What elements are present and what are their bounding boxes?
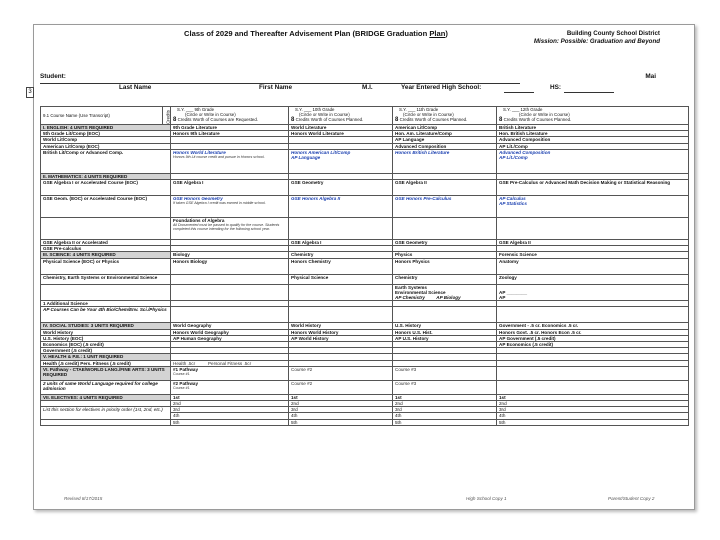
table-row: 2nd 2nd 2nd 2nd xyxy=(41,401,689,407)
page-title: Class of 2029 and Thereafter Advisement Plan (BRIDGE Graduation Plan) xyxy=(184,29,448,38)
first-name-label: First Name xyxy=(259,84,293,91)
section-electives: VII. ELECTIVES: 4 UNITS REQUIRED 1st 1st 1st 1st xyxy=(41,394,689,400)
mai-label: Mai xyxy=(645,73,656,80)
year-entered-line[interactable] xyxy=(504,92,534,93)
page-marker: 3 xyxy=(26,87,34,98)
credits-header: Credits xyxy=(163,107,171,125)
table-row: 1 Additional Science xyxy=(41,301,689,307)
table-row: List this section for electives in priority order (1st, 2nd, etc.) 3rd 3rd 3rd 3rd xyxy=(41,407,689,413)
table-row: GSE Algebra I or Accelerated Course (EOC) GSE Algebra I GSE Geometry GSE Algebra II GSE Pre-Calculus or Advanced Math Decision Making or Statistical Reasoning xyxy=(41,180,689,196)
table-row: World History Honors World Geography Honors World History Honors U.S. Hist. Honors Govt. .5 cr. Honors Econ .5 cr. xyxy=(41,329,689,335)
table-row: Health (.5 credit) Pers. Fitness (.5 credit) Health .5cr Personal Fitness .5cr xyxy=(41,360,689,366)
table-row: Earth Systems Environmental Science AP Chemistry AP Biology AP ________ AP xyxy=(41,284,689,301)
student-label: Student: xyxy=(40,73,66,80)
hs-copy-label: High School Copy 1 xyxy=(466,496,507,501)
year-entered-label: Year Entered High School: xyxy=(401,84,482,91)
table-row: 5th 5th 5th 5th xyxy=(41,419,689,425)
table-row: British Lit/Comp or Advanced Comp. Honors World Literature Honors 9th Lit course credit and pursue in Honors school. Honors American Lit/Comp AP Language Honors British Literature Advanced Composition AP Lit./Comp xyxy=(41,149,689,173)
table-row: Economics (EOC) (.5 credit) AP Economics (.5 credit) xyxy=(41,342,689,348)
table-row: GSE Geom. (EOC) or Accelerated Course (EOC) GSE Honors Geometry If taken GSE Algebra I credit was earned in middle school. GSE Honors Algebra II GSE Honors Pre-Calculus AP Calculus AP Statistics xyxy=(41,196,689,218)
table-row: 2 units of same World Language required for college admission #2 Pathway Course #1 Course #2 Course #3 xyxy=(41,380,689,394)
table-row: AP Courses Can be Your 4th Bio/Chem/Env. Sci./Physics xyxy=(41,307,689,323)
section-math: II. MATHEMATICS: 4 UNITS REQUIRED xyxy=(41,173,689,179)
section-health: V. HEALTH & P.E.: 1 UNIT REQUIRED xyxy=(41,354,689,360)
course-name-header: 9.1 Course Name (Use Transcript) xyxy=(41,107,163,125)
table-row: GSE Algebra II or Accelerated GSE Algebra I GSE Geometry GSE Algebra II xyxy=(41,240,689,246)
table-row: American Lit/Comp (EOC) Advanced Composition AP Lit./Comp xyxy=(41,143,689,149)
section-social-studies: IV. SOCIAL STUDIES: 3 UNITS REQUIRED World Geography World History U.S. History Government - .5 cr. Economics .5 cr. xyxy=(41,323,689,329)
table-row: Chemistry, Earth Systems or Environmental Science Physical Science Chemistry Zoology xyxy=(41,274,689,284)
grade-10-header: S.Y. ___ 10th Grade (Circle or Write in Course) 8 Credits Worth of Courses Planned. xyxy=(289,107,393,125)
table-row: Government (.5 credit) xyxy=(41,348,689,354)
grade-9-header: S.Y. ___ 9th Grade (Circle or Write in Course) 8 Credits Worth of Courses are Requested. xyxy=(171,107,289,125)
district-motto: Mission: Possible: Graduation and Beyond xyxy=(533,37,660,45)
course-plan-table xyxy=(40,106,689,426)
table-row: World Lit/Comp AP Language Advanced Composition xyxy=(41,137,689,143)
advisement-plan-page xyxy=(28,24,695,510)
table-row: 5th Grade Lit/Comp (EOC) Honors 9th Literature Honors World Literature Hon. Am. Literature/Comp Hon. British Literature xyxy=(41,131,689,137)
grade-12-header: S.Y. ___ 12th Grade (Circle or Write in Course) 8 Credits Worth of Courses Planned. xyxy=(497,107,689,125)
grade-11-header: S.Y. ___ 11th Grade (Circle or Write in Course) 8 Credits Worth of Courses Planned. xyxy=(393,107,497,125)
section-science: III. SCIENCE: 4 UNITS REQUIRED Biology Chemistry Physics Forensic Science xyxy=(41,252,689,258)
revised-date: Revised 8/17/2015 xyxy=(64,496,103,501)
mi-label: M.I. xyxy=(362,84,373,91)
table-row: GSE Pre-calculus xyxy=(41,246,689,252)
grade-header-row xyxy=(41,107,689,125)
section-english: I. ENGLISH: 4 UNITS REQUIRED 9th Grade Literature World Literature American Lit/Comp British Literature xyxy=(41,125,689,131)
table-row: Physical Science (EOC) or Physics Honors Biology Honors Chemistry Honors Physics Anatomy xyxy=(41,258,689,274)
district-info xyxy=(534,30,660,45)
hs-label: HS: xyxy=(550,84,562,91)
last-name-label: Last Name xyxy=(119,84,152,91)
district-name: Building County School District xyxy=(566,30,660,37)
parent-copy-label: Parent/Student Copy 2 xyxy=(608,496,655,501)
section-pathway: VI. Pathway - CTAE/WORLD LANG./FINE ARTS: 3 UNITS REQUIRED #1 Pathway Course #1 Course #2 Course #3 xyxy=(41,366,689,380)
table-row: U.S. History (EOC) AP Human Geography AP World History AP U.S. History AP Government (.5 credit) xyxy=(41,335,689,341)
hs-line[interactable] xyxy=(564,92,614,93)
table-row: 4th 4th 4th 4th xyxy=(41,413,689,419)
table-row: Foundations of Algebra All Documented must be passed to qualify for the course. Students completed this course intending for the following school year. xyxy=(41,218,689,240)
